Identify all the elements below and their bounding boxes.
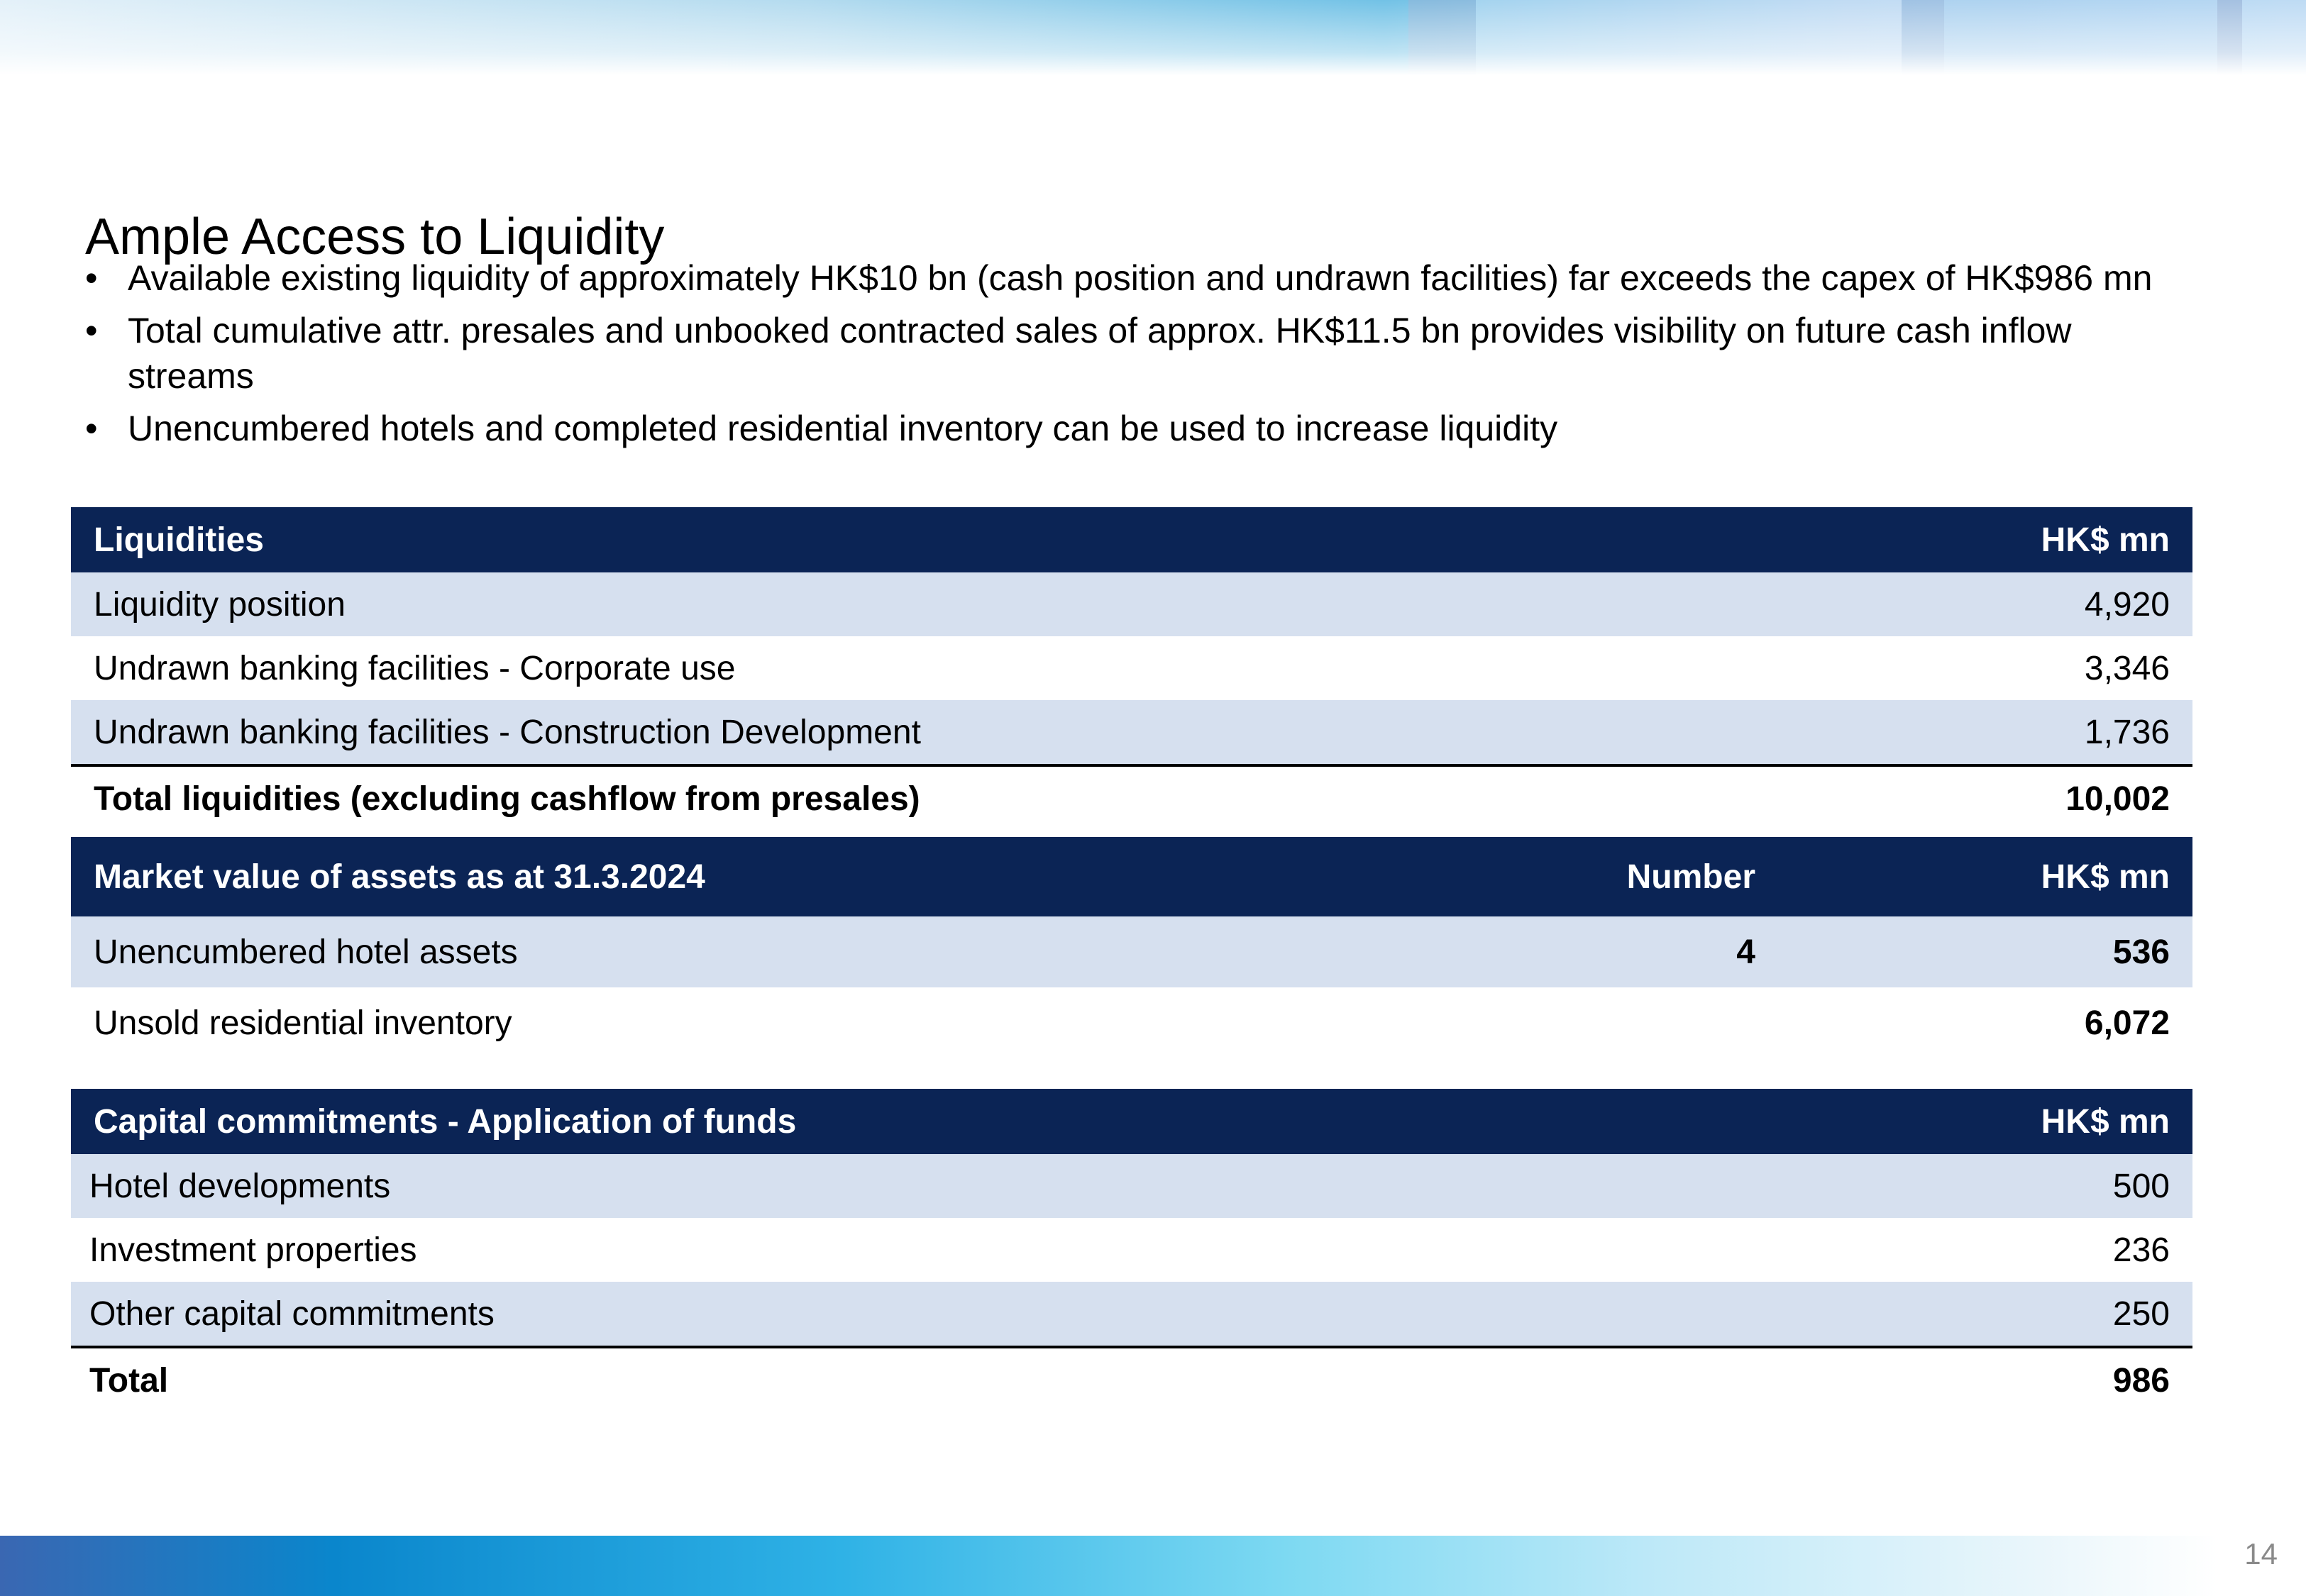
row-label: Liquidity position (71, 572, 1840, 636)
bottom-decorative-band (0, 1536, 2217, 1596)
row-value: 4,920 (1840, 572, 2192, 636)
bullet-text: Available existing liquidity of approximately HK$10 bn (cash position and undrawn facilities) far exceeds the capex of HK$986 mn (128, 258, 2153, 298)
row-label: Hotel developments (71, 1154, 1792, 1218)
row-value: 6,072 (2084, 1004, 2170, 1042)
table-header-row (71, 507, 2192, 572)
row-label: Undrawn banking facilities - Construction Development (71, 700, 1840, 765)
band-block (1408, 0, 1476, 75)
total-row (71, 765, 2192, 831)
row-label: Unencumbered hotel assets (71, 916, 1463, 987)
band-block (2242, 0, 2306, 75)
table-row (71, 916, 2192, 987)
bullet-text: Total cumulative attr. presales and unbooked contracted sales of approx. HK$11.5 bn provides visibility on future cash inflow streams (128, 311, 2072, 396)
row-label: Other capital commitments (71, 1282, 1792, 1347)
table-header-row (71, 837, 2192, 916)
row-label: Investment properties (89, 1231, 417, 1269)
table-row (71, 1218, 2192, 1282)
table-row (71, 987, 2192, 1058)
column-header-liquidities: Liquidities (71, 507, 1840, 572)
table-row (71, 572, 2192, 636)
bullet-item (85, 255, 2185, 301)
bullet-dot: • (85, 409, 98, 448)
row-value: 1,736 (1840, 700, 2192, 765)
row-number (1463, 987, 1778, 1058)
row-label: Unsold residential inventory (94, 1004, 512, 1042)
total-value: 10,002 (1840, 765, 2192, 831)
row-value: 250 (1792, 1282, 2193, 1347)
row-number: 4 (1463, 916, 1778, 987)
total-label: Total (71, 1347, 1792, 1412)
bullet-item (85, 308, 2185, 399)
bullet-text: Unencumbered hotels and completed residential inventory can be used to increase liquidity (128, 409, 1558, 448)
column-header-market-value: Market value of assets as at 31.3.2024 (71, 837, 1463, 916)
top-decorative-band (0, 0, 2306, 75)
liquidities-table (71, 507, 2192, 831)
row-value: 3,346 (2084, 649, 2170, 687)
column-header-number: Number (1463, 837, 1778, 916)
bullet-dot: • (85, 311, 98, 350)
row-label: Undrawn banking facilities - Corporate use (94, 649, 736, 687)
bullet-dot: • (85, 258, 98, 298)
market-value-table (71, 837, 2192, 1058)
column-header-capital-commitments: Capital commitments - Application of funds (71, 1089, 1792, 1154)
column-header-hk-mn: HK$ mn (1778, 837, 2192, 916)
table-header-row (71, 1089, 2192, 1154)
table-row (71, 700, 2192, 765)
page-number: 14 (2244, 1537, 2278, 1570)
band-block (1476, 0, 1902, 75)
row-value: 500 (1792, 1154, 2193, 1218)
table-row (71, 1282, 2192, 1347)
table-row (71, 1154, 2192, 1218)
row-value: 536 (1778, 916, 2192, 987)
band-block (1944, 0, 2217, 75)
column-header-hk-mn: HK$ mn (1792, 1089, 2193, 1154)
total-row (71, 1347, 2192, 1412)
table-row (71, 636, 2192, 700)
row-value: 236 (2112, 1231, 2170, 1269)
bullet-item (85, 406, 2185, 451)
band-block (2217, 0, 2242, 75)
total-label: Total liquidities (excluding cashflow from presales) (71, 765, 1840, 831)
capital-commitments-table (71, 1089, 2192, 1412)
column-header-hk-mn: HK$ mn (1840, 507, 2192, 572)
bullet-list (85, 255, 2185, 458)
total-value: 986 (1792, 1347, 2193, 1412)
band-block (1902, 0, 1944, 75)
slide-title: Ample Access to Liquidity (85, 209, 665, 266)
